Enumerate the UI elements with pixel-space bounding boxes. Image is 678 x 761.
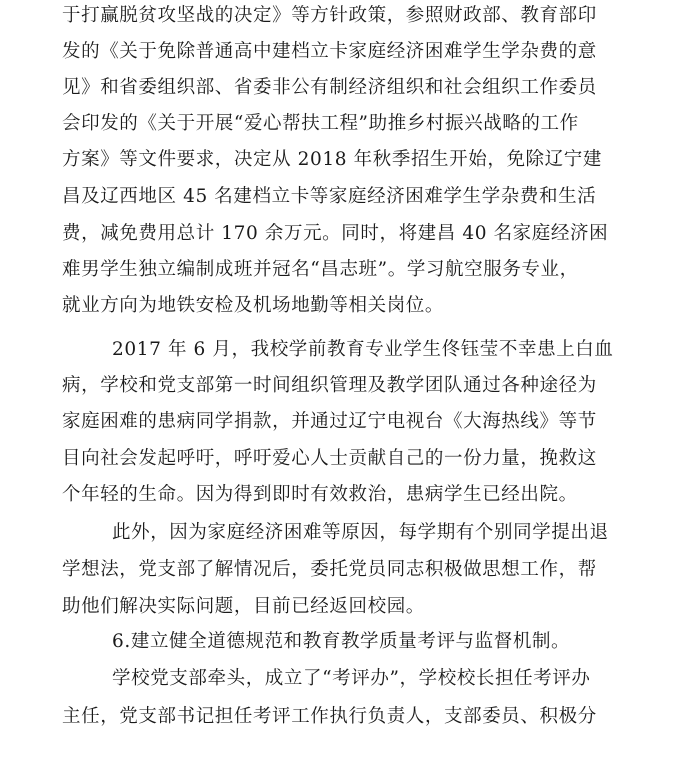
text-line: 助他们解决实际问题，目前已经返回校园。 <box>62 596 425 617</box>
paragraph-first-line: 学校党支部牵头，成立了“考评办”，学校校长担任考评办 <box>112 668 591 689</box>
text-line: 昌及辽西地区 45 名建档立卡等家庭经济困难学生学杂费和生活 <box>62 186 597 207</box>
text-line: 会印发的《关于开展“爱心帮扶工程”助推乡村振兴战略的工作 <box>62 113 579 134</box>
text-line: 费，减免费用总计 170 余万元。同时，将建昌 40 名家庭经济困 <box>62 223 609 244</box>
text-line: 就业方向为地铁安检及机场地勤等相关岗位。 <box>62 295 445 316</box>
text-line: 家庭困难的患病同学捐款，并通过辽宁电视台《大海热线》等节 <box>62 411 597 432</box>
text-line: 方案》等文件要求，决定从 2018 年秋季招生开始，免除辽宁建 <box>62 149 602 170</box>
text-line: 主任，党支部书记担任考评工作执行负责人，支部委员、积极分 <box>62 706 597 727</box>
text-line: 于打赢脱贫攻坚战的决定》等方针政策，参照财政部、教育部印 <box>62 5 597 26</box>
paragraph-first-line: 2017 年 6 月，我校学前教育专业学生佟钰莹不幸患上白血 <box>112 339 614 360</box>
text-line: 目向社会发起呼吁，呼吁爱心人士贡献自己的一份力量，挽救这 <box>62 448 597 469</box>
text-line: 病，学校和党支部第一时间组织管理及教学团队通过各种途径为 <box>62 375 597 396</box>
text-line: 发的《关于免除普通高中建档立卡家庭经济困难学生学杂费的意 <box>62 41 597 62</box>
text-line: 个年轻的生命。因为得到即时有效救治，患病学生已经出院。 <box>62 484 578 505</box>
text-line: 学想法，党支部了解情况后，委托党员同志积极做思想工作，帮 <box>62 559 597 580</box>
text-line: 难男学生独立编制成班并冠名“昌志班”。学习航空服务专业， <box>62 259 579 280</box>
text-line: 见》和省委组织部、省委非公有制经济组织和社会组织工作委员 <box>62 77 597 98</box>
paragraph-first-line: 此外，因为家庭经济困难等原因，每学期有个别同学提出退 <box>112 522 609 543</box>
section-heading: 6.建立健全道德规范和教育教学质量考评与监督机制。 <box>112 631 571 652</box>
